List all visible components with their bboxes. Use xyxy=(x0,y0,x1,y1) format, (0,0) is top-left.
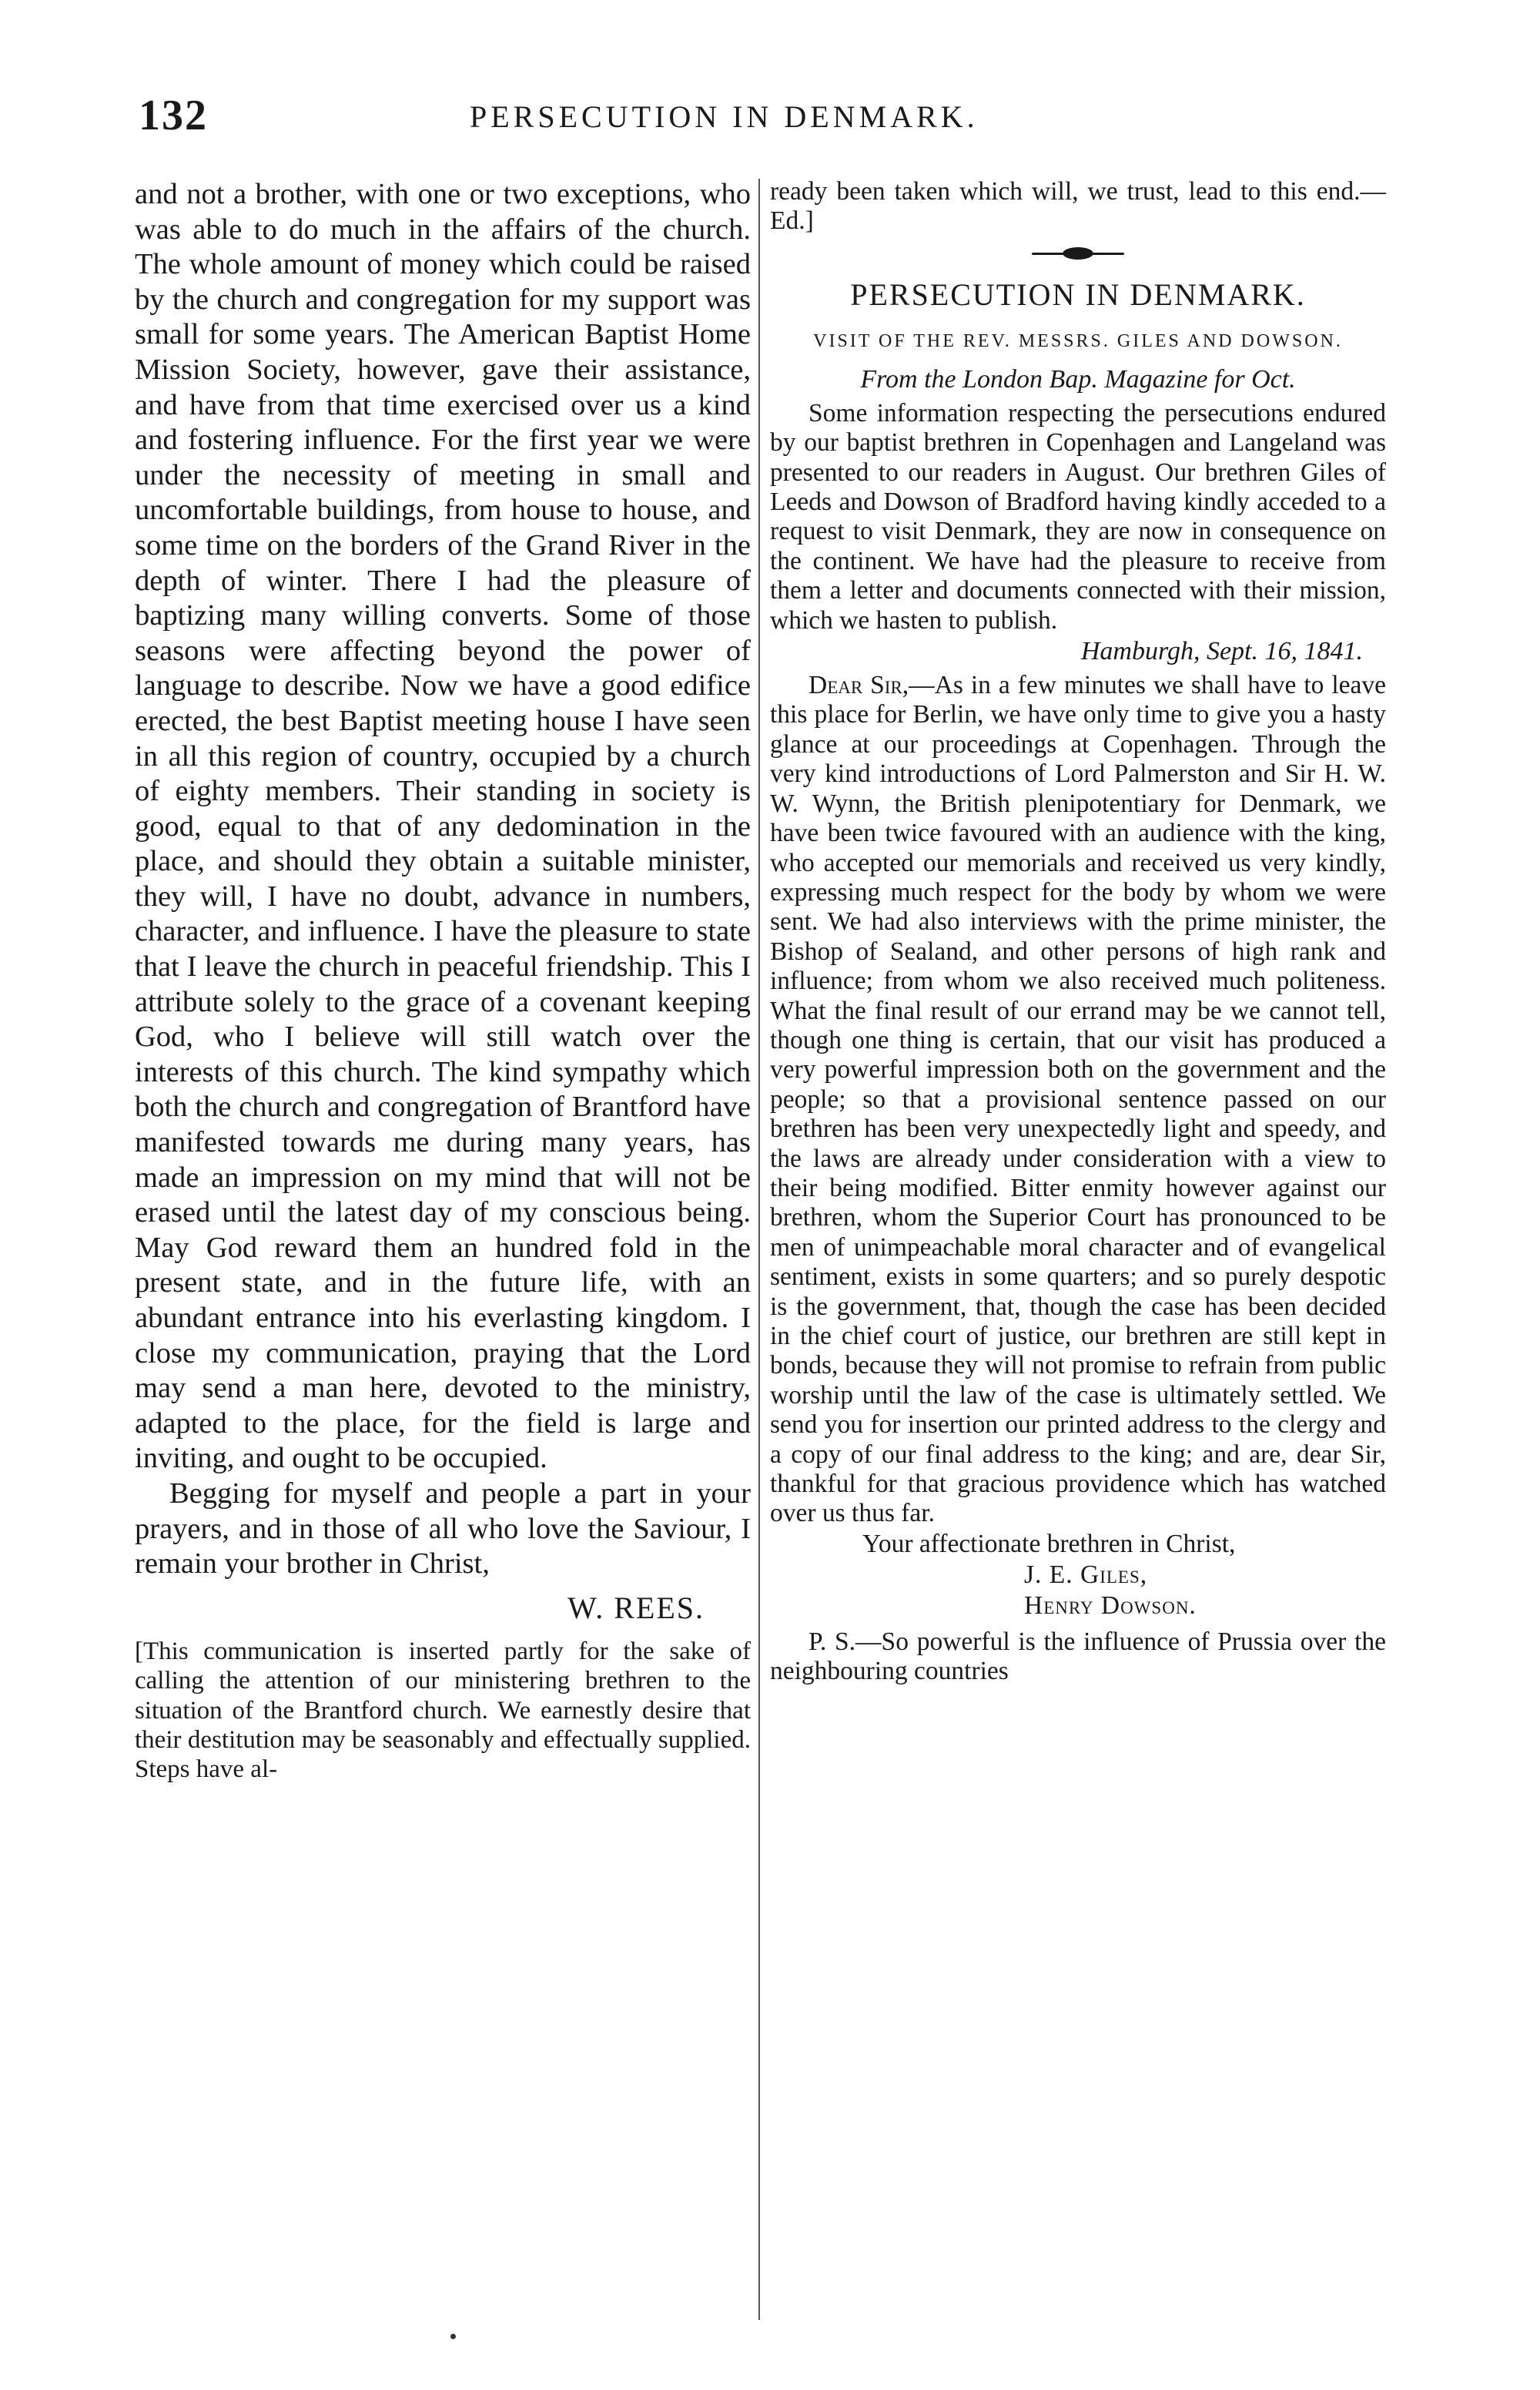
intro-paragraph: Some information respecting the persecutions endured by our baptist brethren in Copenhagen and Langeland was presented to our readers in August. Our brethren Giles of Leeds and Dowson of Bradford having kindly acceded to a request to visit Denmark, they are now in consequence on the continent. We have had the pleasure to receive from them a letter and documents connected with their mission, which we hasten to publish. xyxy=(770,398,1386,635)
page-header xyxy=(139,91,1386,137)
article-subtitle: VISIT OF THE REV. MESSRS. GILES AND DOWSON. xyxy=(813,330,1343,351)
editor-note: [This communication is inserted partly for the sake of calling the attention of our ministering brethren to the situation of the Brantford church. We earnestly desire that their destitution may be seasonably and effectually supplied. Steps have al- xyxy=(135,1637,751,1784)
letter-salutation: Dear Sir, xyxy=(808,671,909,700)
right-column xyxy=(770,177,1386,1687)
postscript: P. S.—So powerful is the influence of Prussia over the neighbouring countries xyxy=(770,1627,1386,1686)
dateline: Hamburgh, Sept. 16, 1841. xyxy=(1080,637,1363,666)
running-head: PERSECUTION IN DENMARK. xyxy=(470,99,979,134)
editor-note-continuation: ready been taken which will, we trust, lead to this end.—Ed.] xyxy=(770,177,1386,236)
signoff xyxy=(770,1529,1386,1621)
stray-dot xyxy=(450,2334,456,2339)
ornament-divider xyxy=(1032,247,1124,260)
article-title: PERSECUTION IN DENMARK. xyxy=(850,277,1306,312)
left-column xyxy=(135,177,751,1785)
letter-text: —As in a few minutes we shall have to leave this place for Berlin, we have only time to give you a hasty glance at our proceedings at Copenhagen. Through the very kind introductions of Lord Palmerston and Sir H. W. W. Wynn, the British plenipotentiary for Denmark, we have been twice favoured with an audience with the king, who accepted our memorials and received us very kindly, expressing much respect for the body by whom we were sent. We had also interviews with the prime minister, the Bishop of Sealand, and other persons of high rank and influence; from whom we also received much politeness. What the final result of our errand may be we cannot tell, though one thing is certain, that our visit has produced a very powerful impression both on the government and the people; so that a provisional sentence passed on our brethren has been very unexpectedly light and speedy, and the laws are already under consideration with a view to their being modified. Bitter enmity however against our brethren, whom the Superior Court has pronounced to be men of unimpeachable moral character and of evangelical sentiment, exists in some quarters; and so purely despotic is the government, that, though the case has been decided in the chief court of justice, our brethren are still kept in bonds, because they will not promise to refrain from public worship until the law of the case is ultimately settled. We send you for insertion our printed address to the clergy and a copy of our final address to the king; and are, dear Sir, thankful for that gracious providence which has watched over us thus far. xyxy=(770,671,1386,1528)
source-line: From the London Bap. Magazine for Oct. xyxy=(860,364,1296,394)
signer-dowson: Henry Dowson. xyxy=(1024,1591,1197,1620)
closing-line: Your affectionate brethren in Christ, xyxy=(862,1529,1236,1558)
letter-paragraph: and not a brother, with one or two exceptions, who was able to do much in the affairs of the church. The whole amount of money which could be raised by the church and congregation for my support was small for some years. The American Baptist Home Mission Society, however, gave their assistance, and have from that time exercised over us a kind and fostering influence. For the first year we were under the necessity of meeting in small and uncomfortable buildings, from house to house, and some time on the borders of the Grand River in the depth of winter. There I had the pleasure of baptizing many willing converts. Some of those seasons were affecting beyond the power of language to describe. Now we have a good edifice erected, the best Baptist meeting house I have seen in all this region of country, occupied by a church of eighty members. Their standing in society is good, equal to that of any dedomination in the place, and should they obtain a suitable minister, they will, I have no doubt, advance in numbers, character, and influence. I have the pleasure to state that I leave the church in peaceful friendship. This I attribute solely to the grace of a covenant keeping God, who I believe will still watch over the interests of this church. The kind sympathy which both the church and congregation of Brantford have manifested towards me during many years, has made an impression on my mind that will not be erased until the latest day of my conscious being. May God reward them an hundred fold in the present state, and in the future life, with an abundant entrance into his everlasting kingdom. I close my communication, praying that the Lord may send a man here, devoted to the ministry, adapted to the place, for the field is large and inviting, and ought to be occupied. xyxy=(135,178,751,1475)
letter-signature: W. REES. xyxy=(567,1590,705,1625)
letter-body xyxy=(770,671,1386,1529)
signer-giles: J. E. Giles, xyxy=(1024,1560,1148,1589)
page-number: 132 xyxy=(139,92,208,139)
column-divider xyxy=(758,179,760,2320)
letter-closing-paragraph: Begging for myself and people a part in your prayers, and in those of all who love the Saviour, I remain your brother in Christ, xyxy=(135,1477,751,1580)
